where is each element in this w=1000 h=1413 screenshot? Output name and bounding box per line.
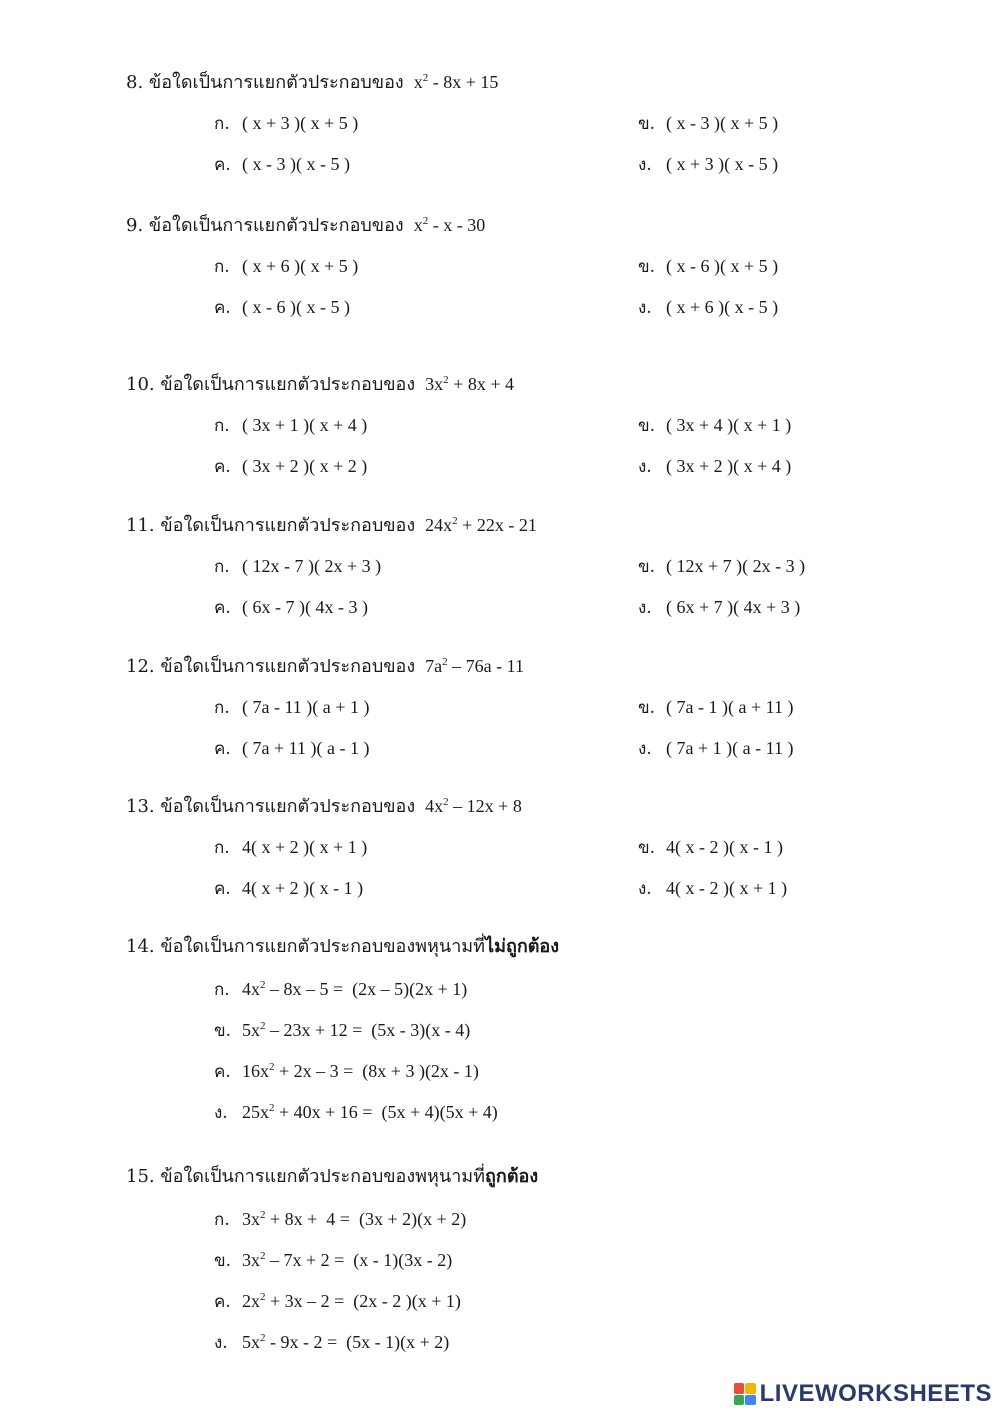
question-prompt: ข้อใดเป็นการแยกตัวประกอบของ bbox=[143, 72, 404, 93]
question-number: 15. bbox=[126, 1166, 155, 1187]
option-label: ก. bbox=[214, 257, 230, 277]
question-15-heading bbox=[126, 1165, 538, 1189]
option-text: ( 3x + 2 )( x + 4 ) bbox=[666, 456, 792, 476]
mark-square bbox=[734, 1383, 745, 1394]
option-text: ( x - 3 )( x + 5 ) bbox=[666, 113, 779, 133]
option-text: ( 6x + 7 )( 4x + 3 ) bbox=[666, 597, 801, 617]
answer-option[interactable] bbox=[214, 977, 467, 1002]
answer-option[interactable] bbox=[214, 1018, 470, 1043]
answer-option[interactable] bbox=[638, 876, 787, 901]
answer-option[interactable] bbox=[638, 152, 778, 177]
answer-option[interactable] bbox=[214, 254, 358, 279]
option-label: ก. bbox=[214, 114, 230, 134]
answer-option[interactable] bbox=[214, 413, 367, 438]
option-text: 4( x + 2 )( x + 1 ) bbox=[242, 837, 368, 857]
question-number: 11. bbox=[126, 515, 155, 536]
option-text: ( x - 3 )( x - 5 ) bbox=[242, 154, 350, 174]
answer-option[interactable] bbox=[638, 835, 783, 860]
question-prompt: ข้อใดเป็นการแยกตัวประกอบของ bbox=[154, 515, 416, 536]
option-label: ง. bbox=[638, 457, 652, 477]
answer-option[interactable] bbox=[638, 736, 793, 761]
option-text: ( x + 6 )( x - 5 ) bbox=[666, 297, 779, 317]
option-label: ข. bbox=[638, 416, 656, 436]
answer-option[interactable] bbox=[214, 152, 350, 177]
question-13-heading bbox=[126, 794, 522, 819]
option-label: ค. bbox=[214, 879, 231, 899]
question-expression: $7a^2 - 76a - 11$ bbox=[425, 656, 524, 676]
option-text: $4x^2 - 8x - 5 = (2x - 5)(2x + 1)$ bbox=[242, 979, 468, 999]
option-label: ข. bbox=[638, 114, 656, 134]
option-text: $2x^2 + 3x - 2 = (2x - 2$ )(x + 1) bbox=[242, 1291, 461, 1311]
liveworksheets-logo bbox=[734, 1381, 992, 1407]
liveworksheets-mark-icon bbox=[734, 1383, 756, 1405]
answer-option[interactable] bbox=[214, 111, 358, 136]
question-number: 10. bbox=[126, 374, 155, 395]
question-8-heading bbox=[126, 70, 498, 95]
question-number: 9. bbox=[126, 215, 144, 236]
mark-square bbox=[745, 1383, 756, 1394]
answer-option[interactable] bbox=[638, 695, 793, 720]
question-number: 8. bbox=[126, 72, 144, 93]
option-text: ( 7a - 1 )( a + 11 ) bbox=[666, 697, 794, 717]
option-label: ค. bbox=[214, 298, 231, 318]
option-label: ก. bbox=[214, 416, 230, 436]
option-label: ข. bbox=[214, 1021, 232, 1041]
option-text: ( x + 3 )( x + 5 ) bbox=[242, 113, 359, 133]
answer-option[interactable] bbox=[214, 1059, 479, 1084]
option-label: ก. bbox=[214, 698, 230, 718]
answer-option[interactable] bbox=[638, 413, 791, 438]
option-label: ก. bbox=[214, 1210, 230, 1230]
option-text: ( x - 6 )( x - 5 ) bbox=[242, 297, 350, 317]
option-text: $16x^2 + 2x - 3 = (8x + 3$ )(2x - 1) bbox=[242, 1061, 479, 1081]
question-emphasis: ถูกต้อง bbox=[485, 1166, 539, 1187]
option-label: ง. bbox=[638, 598, 652, 618]
option-text: $5x^2 - 23x + 12 = (5x - 3)(x - 4)$ bbox=[242, 1020, 471, 1040]
answer-option[interactable] bbox=[214, 1289, 461, 1314]
question-12-heading bbox=[126, 654, 524, 679]
question-14-heading bbox=[126, 935, 559, 959]
option-label: ง. bbox=[638, 879, 652, 899]
mark-square bbox=[734, 1395, 745, 1406]
answer-option[interactable] bbox=[214, 695, 369, 720]
option-text: ( 3x + 2 )( x + 2 ) bbox=[242, 456, 368, 476]
question-prompt: ข้อใดเป็นการแยกตัวประกอบของ bbox=[154, 374, 416, 395]
question-10-heading bbox=[126, 372, 514, 397]
option-text: ( 7a + 11 )( a - 1 ) bbox=[242, 738, 370, 758]
option-label: ก. bbox=[214, 838, 230, 858]
answer-option[interactable] bbox=[638, 295, 778, 320]
answer-option[interactable] bbox=[214, 1207, 466, 1232]
option-label: ค. bbox=[214, 598, 231, 618]
option-text: ( 12x - 7 )( 2x + 3 ) bbox=[242, 556, 382, 576]
option-label: ข. bbox=[638, 698, 656, 718]
question-expression: $24x^2 + 22x - 21$ bbox=[425, 515, 537, 535]
option-label: ง. bbox=[638, 155, 652, 175]
answer-option[interactable] bbox=[214, 876, 363, 901]
option-label: ข. bbox=[638, 257, 656, 277]
answer-option[interactable] bbox=[214, 1248, 452, 1273]
question-prompt: ข้อใดเป็นการแยกตัวประกอบของพหุนามที่ bbox=[154, 936, 486, 957]
brand-name: LIVEWORKSHEETS bbox=[759, 1380, 992, 1407]
answer-option[interactable] bbox=[214, 736, 369, 761]
option-label: ค. bbox=[214, 155, 231, 175]
option-text: ( 3x + 1 )( x + 4 ) bbox=[242, 415, 368, 435]
question-prompt: ข้อใดเป็นการแยกตัวประกอบของ bbox=[154, 796, 416, 817]
option-text: $25x^2 + 40x + 16 = (5x + 4)(5x + 4)$ bbox=[242, 1102, 498, 1122]
option-label: ข. bbox=[214, 1251, 232, 1271]
option-text: ( 6x - 7 )( 4x - 3 ) bbox=[242, 597, 368, 617]
question-expression: $4x^2 - 12x + 8$ bbox=[425, 796, 522, 816]
answer-option[interactable] bbox=[214, 295, 350, 320]
option-label: ค. bbox=[214, 739, 231, 759]
answer-option[interactable] bbox=[638, 554, 805, 579]
option-text: ( 7a + 1 )( a - 11 ) bbox=[666, 738, 794, 758]
option-label: ค. bbox=[214, 457, 231, 477]
question-number: 12. bbox=[126, 656, 155, 677]
answer-option[interactable] bbox=[214, 454, 367, 479]
answer-option[interactable] bbox=[214, 554, 381, 579]
option-text: ( x + 3 )( x - 5 ) bbox=[666, 154, 779, 174]
option-text: $5x^2 - 9x - 2 = (5x - 1)(x + 2)$ bbox=[242, 1332, 450, 1352]
answer-option[interactable] bbox=[638, 254, 778, 279]
answer-option[interactable] bbox=[214, 1330, 449, 1355]
option-label: ก. bbox=[214, 557, 230, 577]
question-prompt: ข้อใดเป็นการแยกตัวประกอบของ bbox=[143, 215, 404, 236]
answer-option[interactable] bbox=[214, 835, 367, 860]
option-label: ข. bbox=[638, 557, 656, 577]
option-label: ง. bbox=[214, 1103, 228, 1123]
answer-option[interactable] bbox=[638, 454, 791, 479]
answer-option[interactable] bbox=[638, 111, 778, 136]
option-text: ( x + 6 )( x + 5 ) bbox=[242, 256, 359, 276]
question-9-heading bbox=[126, 213, 485, 238]
question-number: 14. bbox=[126, 936, 155, 957]
question-number: 13. bbox=[126, 796, 155, 817]
option-text: ( 3x + 4 )( x + 1 ) bbox=[666, 415, 792, 435]
option-text: 4( x + 2 )( x - 1 ) bbox=[242, 878, 364, 898]
option-label: ก. bbox=[214, 980, 230, 1000]
option-text: 4( x - 2 )( x - 1 ) bbox=[666, 837, 783, 857]
question-expression: $x^2 - 8x + 15$ bbox=[413, 72, 499, 92]
question-expression: $3x^2 + 8x + 4$ bbox=[425, 374, 514, 394]
option-label: ข. bbox=[638, 838, 656, 858]
answer-option[interactable] bbox=[638, 595, 800, 620]
option-label: ค. bbox=[214, 1292, 231, 1312]
option-text: ( 7a - 11 )( a + 1 ) bbox=[242, 697, 370, 717]
question-emphasis: ไม่ถูกต้อง bbox=[485, 936, 560, 957]
option-text: $3x^2 - 7x + 2 = (x - 1)(3x - 2)$ bbox=[242, 1250, 453, 1270]
option-text: ( 12x + 7 )( 2x - 3 ) bbox=[666, 556, 806, 576]
option-text: 4( x - 2 )( x + 1 ) bbox=[666, 878, 788, 898]
option-text: $3x^2 + 8x + 4 = (3x + 2)(x + 2)$ bbox=[242, 1209, 467, 1229]
option-text: ( x - 6 )( x + 5 ) bbox=[666, 256, 779, 276]
mark-square bbox=[745, 1395, 756, 1406]
answer-option[interactable] bbox=[214, 595, 368, 620]
option-label: ค. bbox=[214, 1062, 231, 1082]
question-expression: $x^2$ - x - 30 bbox=[413, 215, 486, 235]
option-label: ง. bbox=[214, 1333, 228, 1353]
option-label: ง. bbox=[638, 739, 652, 759]
option-label: ง. bbox=[638, 298, 652, 318]
question-prompt: ข้อใดเป็นการแยกตัวประกอบของ bbox=[154, 656, 416, 677]
question-11-heading bbox=[126, 513, 537, 538]
question-prompt: ข้อใดเป็นการแยกตัวประกอบของพหุนามที่ bbox=[154, 1166, 486, 1187]
answer-option[interactable] bbox=[214, 1100, 498, 1125]
